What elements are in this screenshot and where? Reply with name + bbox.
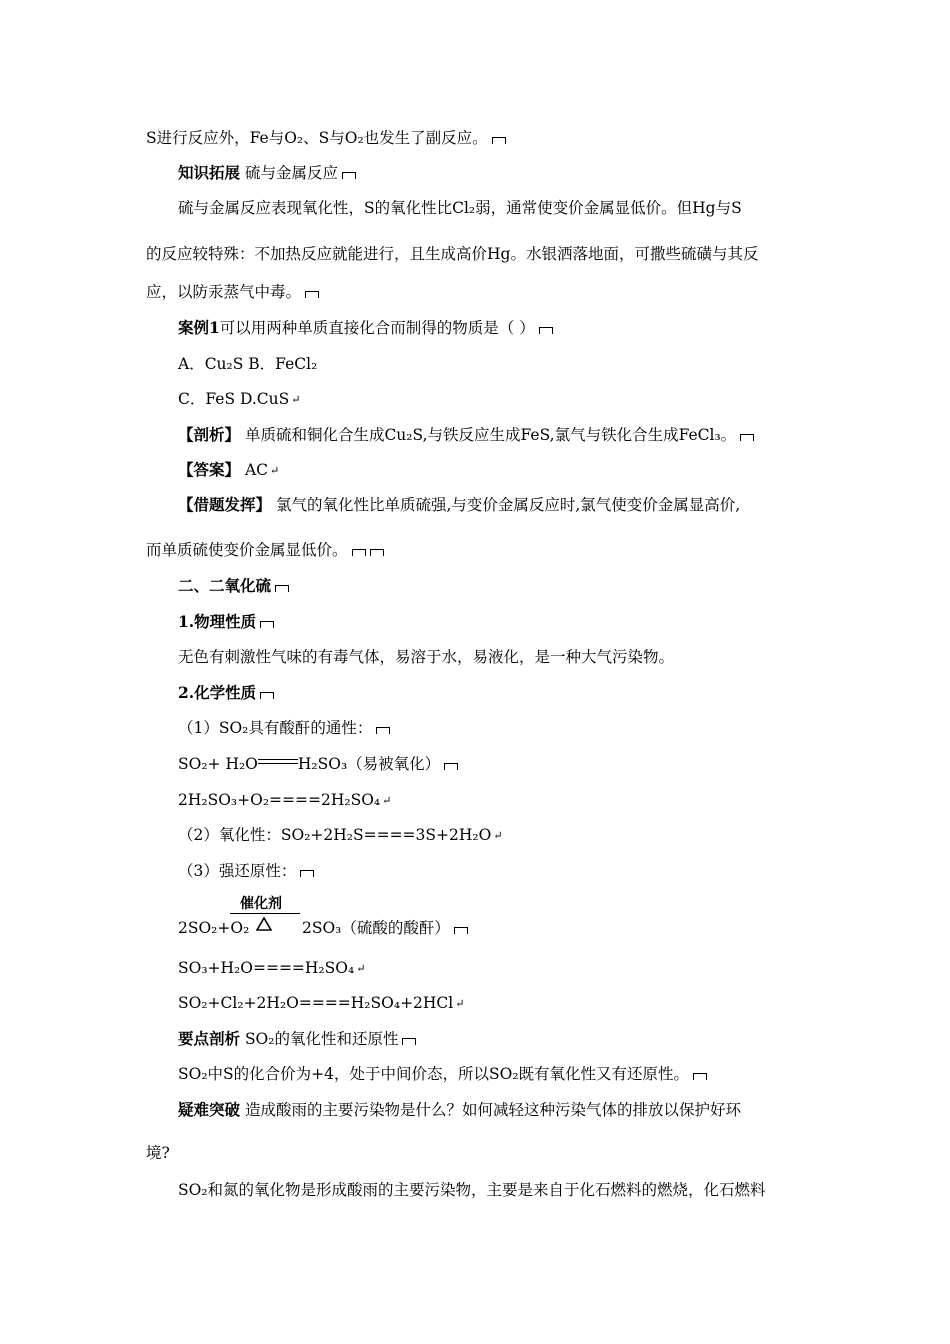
text: （1）SO₂具有酸酐的通性： xyxy=(178,719,373,737)
text: 的反应较特殊：不加热反应就能进行，且生成高价Hg。水银洒落地面，可撒些硫磺与其反 xyxy=(146,245,759,263)
text: 硫与金属反应表现氧化性，S的氧化性比Cl₂弱，通常使变价金属显低价。但Hg与S xyxy=(178,199,742,217)
text-line xyxy=(178,354,317,374)
text-line xyxy=(178,647,674,667)
text: 造成酸雨的主要污染物是什么？如何减轻这种污染气体的排放以保护好环 xyxy=(240,1101,741,1119)
text: SO₂+Cl₂+2H₂O====H₂SO₄+2HCl xyxy=(178,994,454,1012)
paragraph-mark-icon xyxy=(352,549,366,556)
text-line xyxy=(178,861,314,881)
equation-line xyxy=(178,918,249,938)
paragraph-end-icon: ↵ xyxy=(270,464,279,477)
text: SO₂和氮的氧化物是形成酸雨的主要污染物，主要是来自于化石燃料的燃烧，化石燃料 xyxy=(178,1181,766,1199)
text-line xyxy=(178,1029,416,1049)
text-line xyxy=(178,163,356,183)
paragraph-mark-icon xyxy=(492,137,506,144)
equation-line xyxy=(178,790,390,811)
paragraph-mark-icon xyxy=(454,927,468,934)
text-line xyxy=(178,495,740,515)
paragraph-mark-icon xyxy=(342,172,356,179)
paragraph-end-icon: ↵ xyxy=(356,962,365,975)
paragraph-mark-icon xyxy=(740,434,754,441)
section-heading xyxy=(178,683,274,703)
text: A．Cu₂S B．FeCl₂ xyxy=(178,355,318,373)
text: 境? xyxy=(146,1144,170,1162)
text: （2）氧化性：SO₂+2H₂S====3S+2H₂O xyxy=(178,826,492,844)
equation-line xyxy=(178,825,502,846)
text: AC xyxy=(240,461,268,479)
text-line xyxy=(146,540,384,560)
text-line xyxy=(178,425,754,445)
text: 2H₂SO₃+O₂====2H₂SO₄ xyxy=(178,791,381,809)
equilibrium-arrow-icon xyxy=(258,757,298,767)
paragraph-mark-icon xyxy=(376,727,390,734)
heading-label: 【剖析】 xyxy=(178,425,241,444)
text: 单质硫和铜化合生成Cu₂S,与铁反应生成FeS,氯气与铁化合生成FeCl₃。 xyxy=(240,426,737,444)
paragraph-mark-icon xyxy=(275,585,289,592)
text: SO₂的氧化性和还原性 xyxy=(240,1030,399,1048)
text: 应，以防汞蒸气中毒。 xyxy=(146,283,302,301)
paragraph-mark-icon xyxy=(444,763,458,770)
text: （3）强还原性： xyxy=(178,862,297,880)
text-line xyxy=(146,244,758,264)
text-line xyxy=(178,318,553,338)
equation-line xyxy=(178,958,364,979)
paragraph-mark-icon xyxy=(260,621,274,628)
text: C．FeS D.CuS xyxy=(178,390,290,408)
paragraph-mark-icon xyxy=(402,1038,416,1045)
equation-line xyxy=(178,993,463,1014)
text: 硫与金属反应 xyxy=(240,164,338,182)
text-line xyxy=(178,1180,766,1200)
text: 2.化学性质 xyxy=(178,683,257,702)
heat-triangle-icon xyxy=(256,917,272,931)
reaction-bar xyxy=(230,913,300,914)
text: 1.物理性质 xyxy=(178,612,257,631)
paragraph-end-icon: ↵ xyxy=(493,829,502,842)
paragraph-end-icon: ↵ xyxy=(382,794,391,807)
catalyst-label: 催化剂 xyxy=(240,896,282,912)
text-line xyxy=(178,389,299,410)
paragraph-mark-icon xyxy=(260,692,274,699)
heading-label: 知识拓展 xyxy=(178,163,241,182)
text-line xyxy=(146,1143,170,1163)
text-line xyxy=(178,1064,707,1084)
text: SO₂中S的化合价为+4，处于中间价态，所以SO₂既有氧化性又有还原性。 xyxy=(178,1065,690,1083)
section-heading xyxy=(178,612,274,632)
text: 可以用两种单质直接化合而制得的物质是（ ） xyxy=(219,319,535,337)
text: SO₃+H₂O====H₂SO₄ xyxy=(178,959,355,977)
text: 二、二氧化硫 xyxy=(178,576,272,595)
heading-label: 疑难突破 xyxy=(178,1100,241,1119)
text: 氯气的氧化性比单质硫强,与变价金属反应时,氯气使变价金属显高价, xyxy=(271,496,741,514)
text: 2SO₂+O₂ xyxy=(178,919,250,937)
text: 而单质硫使变价金属显低价。 xyxy=(146,541,348,559)
text: SO₂+ H₂O xyxy=(178,755,258,773)
paragraph-mark-icon xyxy=(305,291,319,298)
paragraph-mark-icon xyxy=(300,870,314,877)
text-line xyxy=(178,460,278,481)
text-line xyxy=(178,1100,741,1120)
equation-line xyxy=(302,918,468,938)
paragraph-mark-icon xyxy=(693,1073,707,1080)
heading-label: 【答案】 xyxy=(178,460,241,479)
paragraph-end-icon: ↵ xyxy=(455,997,464,1010)
text-line xyxy=(146,282,319,302)
paragraph-mark-icon xyxy=(370,549,384,556)
heading-label: 案例1 xyxy=(178,318,220,337)
heading-label: 【借题发挥】 xyxy=(178,495,272,514)
text-line xyxy=(178,198,742,218)
text: 无色有刺激性气味的有毒气体，易溶于水，易液化，是一种大气污染物。 xyxy=(178,648,675,666)
text-line xyxy=(146,128,506,148)
text-line xyxy=(178,718,390,738)
text: S进行反应外，Fe与O₂、S与O₂也发生了副反应。 xyxy=(146,129,488,147)
heading-label: 要点剖析 xyxy=(178,1029,241,1048)
paragraph-end-icon: ↵ xyxy=(291,393,300,406)
paragraph-mark-icon xyxy=(539,327,553,334)
text: 2SO₃（硫酸的酸酐） xyxy=(302,919,450,937)
text: H₂SO₃（易被氧化） xyxy=(297,755,441,773)
equation-line xyxy=(178,754,458,774)
section-heading xyxy=(178,576,289,596)
